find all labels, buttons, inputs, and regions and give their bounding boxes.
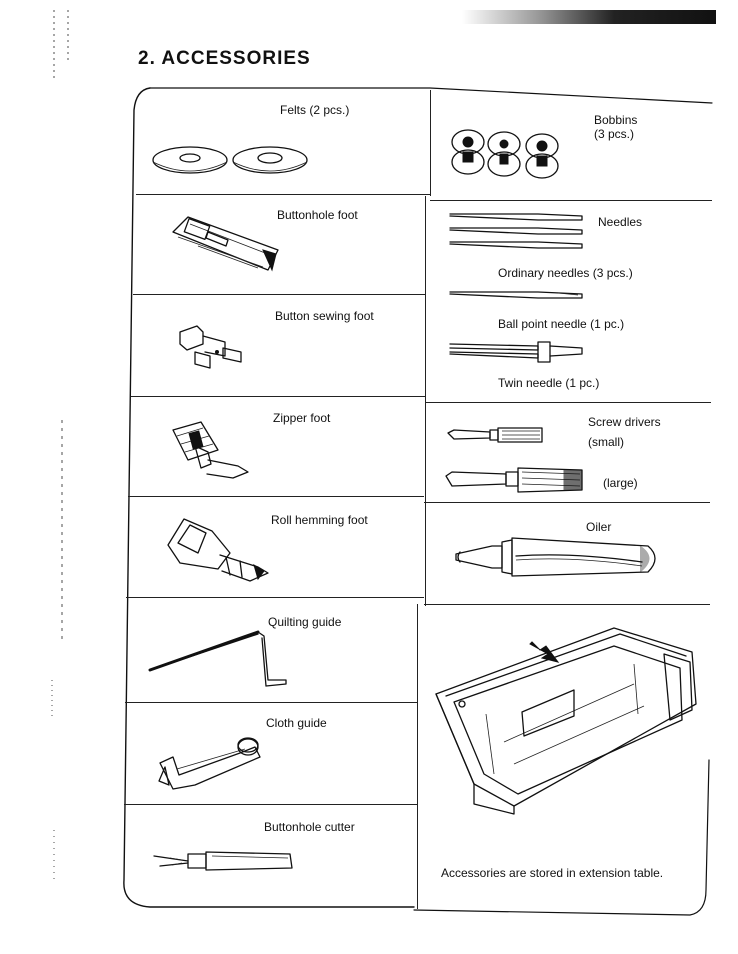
screw-driver-large-label: (large) [603, 476, 638, 490]
quilting-guide-label: Quilting guide [268, 615, 342, 629]
row-separator [133, 294, 425, 295]
row-separator [430, 200, 712, 201]
bobbins-label-1: Bobbins [594, 113, 638, 127]
zipper-foot-illustration [163, 420, 255, 482]
storage-caption: Accessories are stored in extension table. [441, 866, 664, 880]
bobbins-label-2: (3 pcs.) [594, 127, 635, 141]
roll-hemming-foot-label: Roll hemming foot [271, 513, 368, 527]
row-separator [125, 702, 417, 703]
row-separator [131, 396, 425, 397]
large-screw-driver-illustration [444, 466, 586, 494]
buttonhole-cutter-illustration [152, 848, 297, 878]
extension-table-illustration [434, 624, 704, 814]
oiler-label: Oiler [586, 520, 612, 534]
row-separator [424, 502, 710, 503]
buttonhole-foot-illustration [168, 212, 288, 277]
bobbins-illustration [446, 128, 586, 178]
cloth-guide-illustration [155, 735, 275, 795]
felts-label: Felts (2 pcs.) [280, 103, 350, 117]
row-separator [425, 402, 711, 403]
buttonhole-foot-label: Buttonhole foot [277, 208, 358, 222]
row-separator [424, 604, 710, 605]
button-sewing-foot-illustration [175, 322, 255, 372]
ordinary-needles-label: Ordinary needles (3 pcs.) [498, 266, 633, 280]
small-screw-driver-illustration [446, 424, 546, 446]
roll-hemming-foot-illustration [160, 515, 275, 585]
row-separator [136, 194, 430, 195]
felts-illustration [150, 140, 320, 190]
column-divider-3 [417, 604, 418, 909]
row-separator [124, 804, 417, 805]
section-title: 2. ACCESSORIES [138, 48, 311, 69]
zipper-foot-label: Zipper foot [273, 411, 331, 425]
quilting-guide-illustration [148, 628, 293, 693]
column-divider-2 [425, 196, 426, 606]
column-divider [430, 90, 431, 196]
ordinary-needles-illustration [448, 210, 588, 250]
row-separator [126, 597, 424, 598]
ball-point-needle-label: Ball point needle (1 pc.) [498, 317, 625, 331]
button-sewing-foot-label: Button sewing foot [275, 309, 374, 323]
twin-needle-illustration [448, 340, 588, 364]
twin-needle-label: Twin needle (1 pc.) [498, 376, 600, 390]
scan-margin-marks [40, 0, 80, 954]
oiler-illustration [452, 532, 664, 584]
needles-heading: Needles [598, 215, 643, 229]
buttonhole-cutter-label: Buttonhole cutter [264, 820, 355, 834]
cloth-guide-label: Cloth guide [266, 716, 327, 730]
screw-drivers-heading: Screw drivers [588, 415, 661, 429]
ball-point-needle-illustration [448, 286, 588, 302]
screw-driver-small-label: (small) [588, 435, 624, 449]
row-separator [128, 496, 424, 497]
